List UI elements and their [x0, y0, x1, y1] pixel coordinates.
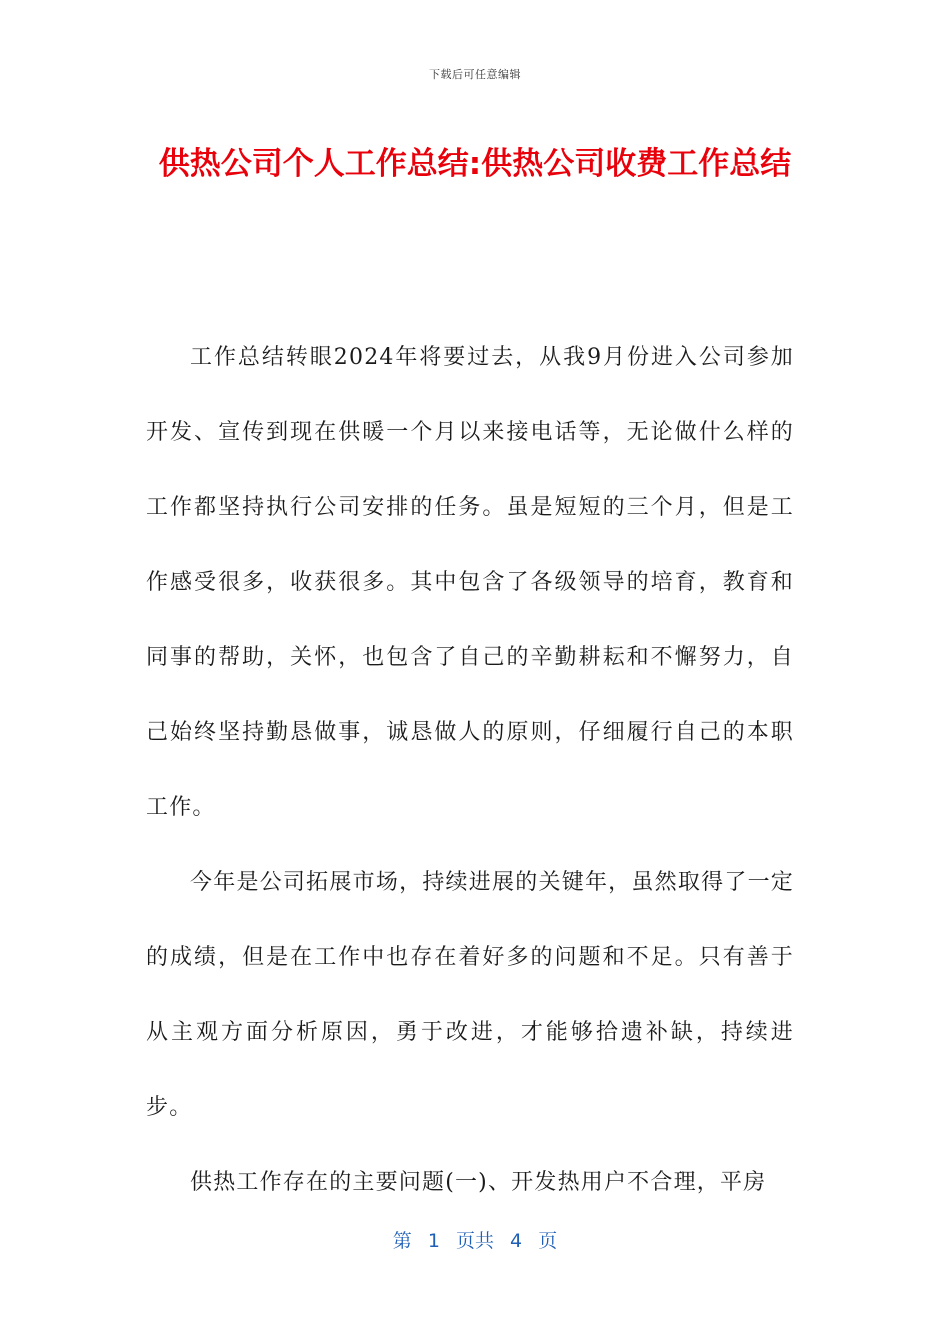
page-header-note: 下载后可任意编辑: [429, 68, 521, 81]
document-body: [146, 320, 794, 1220]
paragraph-2: 今年是公司拓展市场，持续进展的关键年，虽然取得了一定的成绩，但是在工作中也存在着好多的问题和不足。只有善于从主观方面分析原因，勇于改进，才能够拾遗补缺，持续进步。: [146, 870, 794, 1120]
footer-middle: 页共: [455, 1230, 494, 1252]
footer-suffix: 页: [538, 1230, 558, 1252]
footer-prefix: 第: [392, 1230, 412, 1252]
document-title: 供热公司个人工作总结:供热公司收费工作总结: [158, 146, 792, 182]
total-pages-number: 4: [510, 1230, 523, 1252]
current-page-number: 1: [427, 1230, 440, 1252]
paragraph-1: 工作总结转眼2024年将要过去，从我9月份进入公司参加开发、宣传到现在供暖一个月以来接电话等，无论做什么样的工作都坚持执行公司安排的任务。虽是短短的三个月，但是工作感受很多，收获很多。其中包含了各级领导的培育，教育和同事的帮助，关怀，也包含了自己的辛勤耕耘和不懈努力，自己始终坚持勤恳做事，诚恳做人的原则，仔细履行自己的本职工作。: [146, 345, 794, 820]
page-number-footer: [0, 1226, 950, 1253]
paragraph-3: 供热工作存在的主要问题(一)、开发热用户不合理，平房: [190, 1170, 767, 1195]
